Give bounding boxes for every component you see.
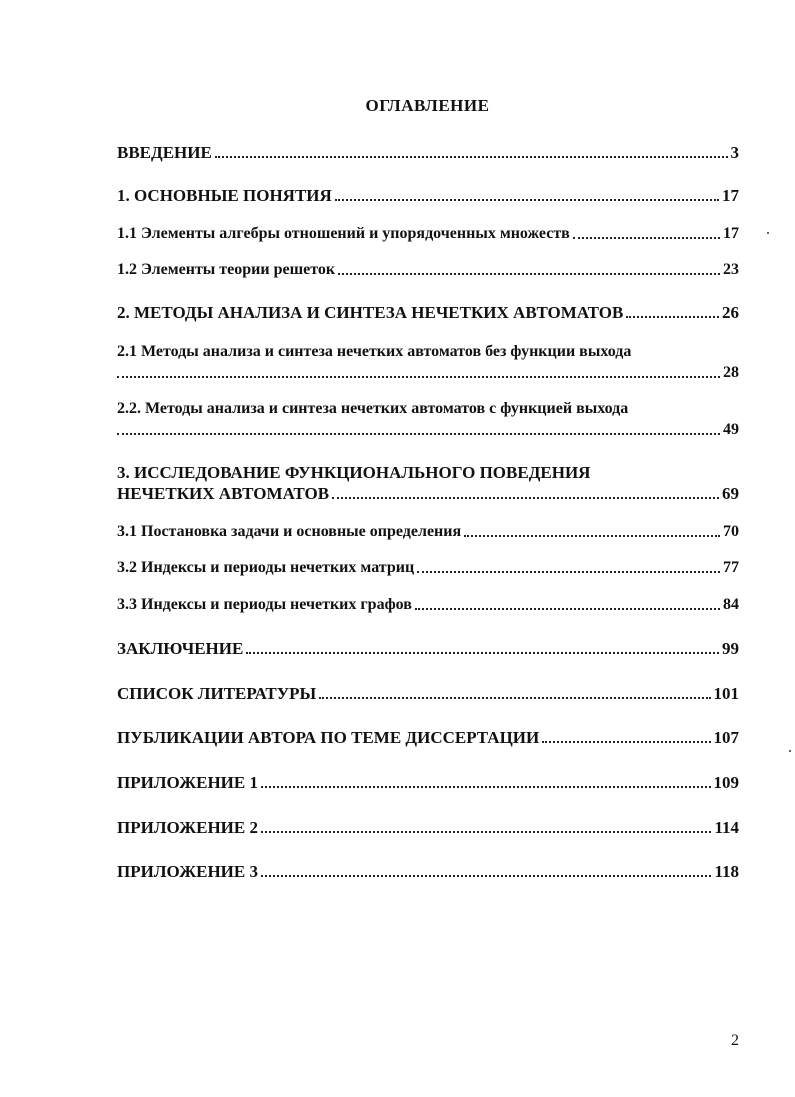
toc-entry-chapter-2[interactable] xyxy=(117,302,739,323)
toc-entry-section-1-2[interactable] xyxy=(117,259,739,280)
dot-leader xyxy=(261,875,711,877)
dot-leader xyxy=(417,571,720,573)
dot-leader xyxy=(117,376,720,378)
toc-entry-section-2-1[interactable] xyxy=(117,341,739,383)
dot-leader xyxy=(261,831,711,833)
toc-entry-page: 118 xyxy=(714,862,739,881)
toc-entry-title: 3.2 Индексы и периоды нечетких матриц xyxy=(117,559,415,576)
toc-entry-title: 2. МЕТОДЫ АНАЛИЗА И СИНТЕЗА НЕЧЕТКИХ АВТОМАТОВ xyxy=(117,303,624,322)
dot-leader xyxy=(261,786,711,788)
toc-entry-conclusion[interactable] xyxy=(117,638,739,659)
toc-entry-section-3-3[interactable] xyxy=(117,594,739,615)
toc-entry-page: 49 xyxy=(723,421,739,438)
dot-leader xyxy=(246,652,719,654)
dot-leader xyxy=(338,273,720,275)
toc-entry-appendix-1[interactable] xyxy=(117,772,739,793)
toc-entry-chapter-3[interactable] xyxy=(117,462,739,504)
toc-entry-title: ПРИЛОЖЕНИЕ 2 xyxy=(117,818,258,837)
toc-entry-title: 1.2 Элементы теории решеток xyxy=(117,261,336,278)
toc-entry-title: ПУБЛИКАЦИИ АВТОРА ПО ТЕМЕ ДИССЕРТАЦИИ xyxy=(117,728,540,747)
toc-entry-title: 1. ОСНОВНЫЕ ПОНЯТИЯ xyxy=(117,186,332,205)
toc-entry-introduction[interactable] xyxy=(117,142,739,163)
toc-entry-title-line2: НЕЧЕТКИХ АВТОМАТОВ xyxy=(117,484,330,503)
toc-entry-page: 17 xyxy=(723,225,739,242)
toc-entry-title: СПИСОК ЛИТЕРАТУРЫ xyxy=(117,684,317,703)
dot-leader xyxy=(215,156,728,158)
toc-heading: ОГЛАВЛЕНИЕ xyxy=(365,96,490,115)
toc-entry-page: 101 xyxy=(713,684,739,703)
toc-entry-appendix-2[interactable] xyxy=(117,817,739,838)
toc-entry-page: 28 xyxy=(723,364,739,381)
page-number: 2 xyxy=(731,1032,739,1049)
toc-entry-title: ВВЕДЕНИЕ xyxy=(117,143,212,162)
toc-entry-page: 99 xyxy=(722,639,739,658)
toc-entry-title: ПРИЛОЖЕНИЕ 1 xyxy=(117,773,258,792)
toc-entry-title: ЗАКЛЮЧЕНИЕ xyxy=(117,639,244,658)
toc-entry-page: 114 xyxy=(714,818,739,837)
toc-entry-publications[interactable] xyxy=(117,727,739,748)
dot-leader xyxy=(332,497,719,499)
toc-entry-page: 69 xyxy=(722,484,739,503)
toc-entry-section-3-1[interactable] xyxy=(117,521,739,542)
dot-leader xyxy=(573,237,720,239)
toc-entry-bibliography[interactable] xyxy=(117,683,739,704)
toc-entry-title: 2.1 Методы анализа и синтеза нечетких автоматов без функции выхода xyxy=(117,343,632,360)
scan-speck xyxy=(767,232,769,234)
dot-leader xyxy=(335,199,719,201)
toc-entry-page: 70 xyxy=(723,523,739,540)
toc-entry-page: 3 xyxy=(730,143,739,162)
dot-leader xyxy=(542,741,710,743)
toc-entry-chapter-1[interactable] xyxy=(117,185,739,206)
toc-entry-page: 23 xyxy=(723,261,739,278)
toc-entry-page: 17 xyxy=(722,186,739,205)
dot-leader xyxy=(117,433,720,435)
toc-entry-title: 3.1 Постановка задачи и основные определения xyxy=(117,523,462,540)
toc-entry-page: 77 xyxy=(723,559,739,576)
toc-entry-page: 84 xyxy=(723,596,739,613)
dot-leader xyxy=(626,316,719,318)
toc-entry-page: 107 xyxy=(713,728,739,747)
toc-entry-title-line1: 3. ИССЛЕДОВАНИЕ ФУНКЦИОНАЛЬНОГО ПОВЕДЕНИЯ xyxy=(117,463,591,482)
toc-entry-title: ПРИЛОЖЕНИЕ 3 xyxy=(117,862,258,881)
toc-entry-appendix-3[interactable] xyxy=(117,861,739,882)
toc-entry-title: 1.1 Элементы алгебры отношений и упорядоченных множеств xyxy=(117,225,570,242)
toc-entry-page: 109 xyxy=(713,773,739,792)
toc-entry-page: 26 xyxy=(722,303,739,322)
toc-entry-section-2-2[interactable] xyxy=(117,398,739,440)
dot-leader xyxy=(464,535,720,537)
toc-entry-section-3-2[interactable] xyxy=(117,557,739,578)
dot-leader xyxy=(319,697,710,699)
dot-leader xyxy=(415,608,720,610)
scan-speck xyxy=(789,750,791,752)
toc-entry-title: 3.3 Индексы и периоды нечетких графов xyxy=(117,596,412,613)
toc-entry-section-1-1[interactable] xyxy=(117,223,739,244)
toc-entry-title: 2.2. Методы анализа и синтеза нечетких автоматов с функцией выхода xyxy=(117,400,629,417)
